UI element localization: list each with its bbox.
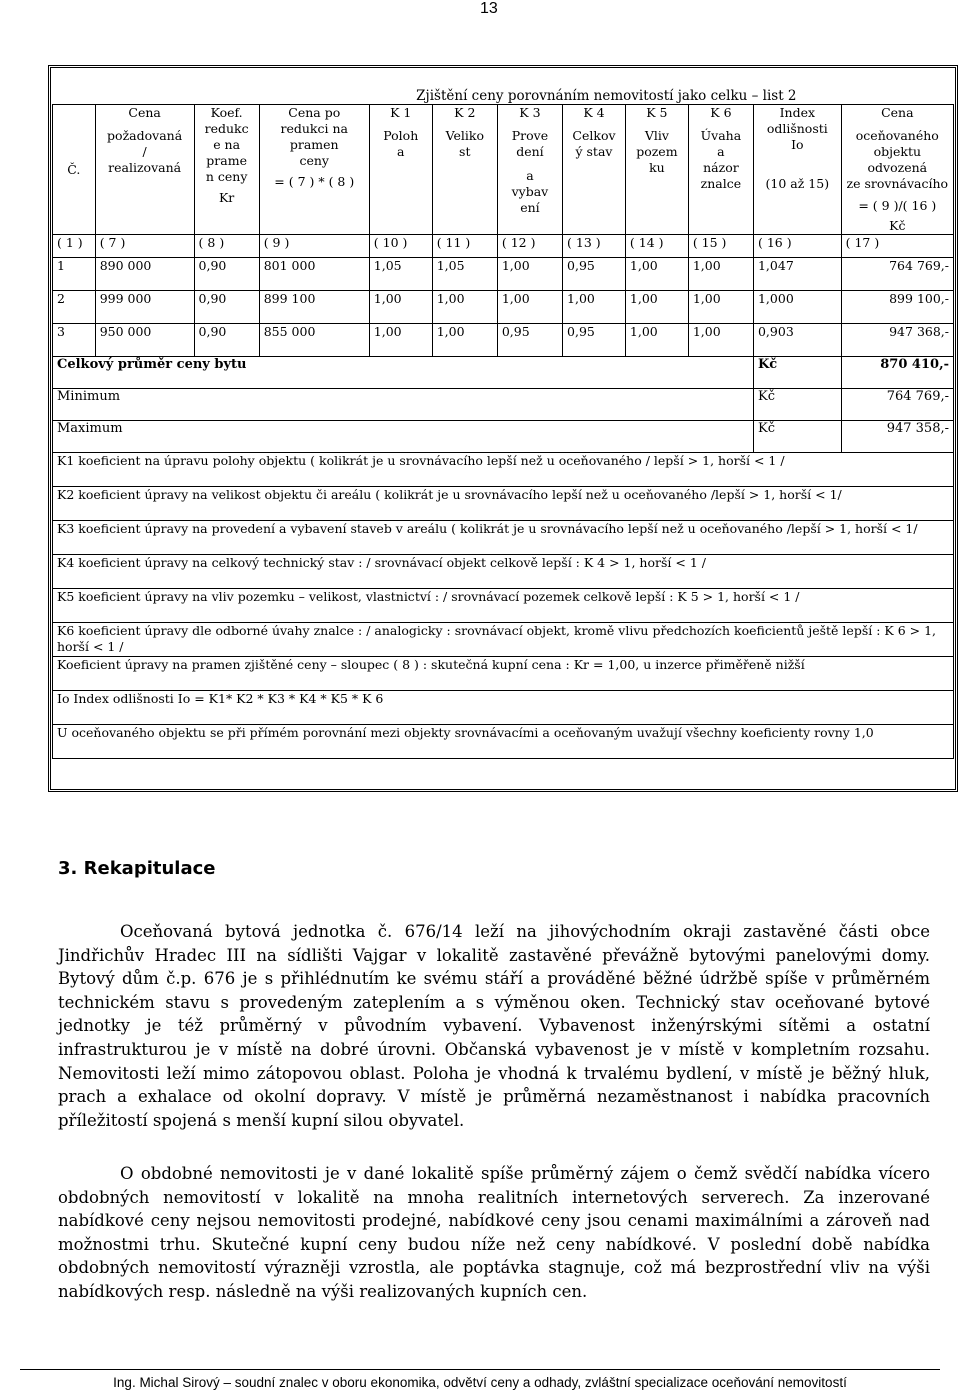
page-number: 13 [480, 0, 498, 17]
note-equal-coefficients: U oceňovaného objektu se při přímém porovnání mezi objekty srovnávacími a oceňovaným uvažují všechny koeficienty rovny 1,0 [53, 725, 954, 759]
column-number-row: ( 1 ) ( 7 ) ( 8 ) ( 9 ) ( 10 ) ( 11 ) ( 12 ) ( 13 ) ( 14 ) ( 15 ) ( 16 ) ( 17 ) [53, 235, 954, 258]
col-header-number: Č. [53, 105, 96, 235]
valuation-table [52, 88, 954, 759]
section-title: 3. Rekapitulace [58, 858, 216, 879]
col-header-k1: K 1 Poloh a [369, 105, 432, 235]
col-header-derived-price: Cena oceňovaného objektu odvozená ze srovnávacího = ( 9 )/( 16 ) Kč [841, 105, 953, 235]
footer: Ing. Michal Sirový – soudní znalec v oboru ekonomika, odvětví ceny a odhady, zvláštní specializace oceňování nemovitostí [113, 1375, 847, 1390]
note-k6: K6 koeficient úpravy dle odborné úvahy znalce : / analogicky : srovnávací objekt, kromě vlivu předchozích koeficientů ještě lepší : K 6 > 1, horší < 1 / [53, 623, 954, 657]
table-row: 1 890 000 0,90 801 000 1,05 1,05 1,00 0,95 1,00 1,00 1,047 764 769,- [53, 258, 954, 291]
note-k4: K4 koeficient úpravy na celkový technický stav : / srovnávací objekt celkově lepší : K 4 > 1, horší < 1 / [53, 555, 954, 589]
summary-row-minimum: Minimum Kč 764 769,- [53, 389, 954, 421]
table-row: 3 950 000 0,90 855 000 1,00 1,00 0,95 0,95 1,00 1,00 0,903 947 368,- [53, 324, 954, 357]
col-header-k4: K 4 Celkov ý stav [563, 105, 626, 235]
summary-row-average: Celkový průměr ceny bytu Kč 870 410,- [53, 357, 954, 389]
note-index: Io Index odlišnosti Io = K1* K2 * K3 * K4 * K5 * K 6 [53, 691, 954, 725]
col-header-reduced-price: Cena po redukci na pramen ceny = ( 7 ) * ( 8 ) [259, 105, 369, 235]
note-k3: K3 koeficient úpravy na provedení a vybavení staveb v areálu ( kolikrát je u srovnávacího lepší než u oceňovaného /lepší > 1, horší < 1/ [53, 521, 954, 555]
col-header-k2: K 2 Veliko st [432, 105, 497, 235]
col-header-k3: K 3 Prove dení a vybav ení [497, 105, 562, 235]
note-k5: K5 koeficient úpravy na vliv pozemku – velikost, vlastnictví : / srovnávací pozemek celkově lepší : K 5 > 1, horší < 1 / [53, 589, 954, 623]
paragraph-location: Oceňovaná bytová jednotka č. 676/14 leží na jihovýchodním okraji zastavěné části obce Jindřichův Hradec III na sídlišti Vajgar v lokalitě zastavěné převážně bytovými panelovými domy. Bytový dům č.p. 676 je s přihlédnutím ke svému stáří a prováděné běžné údržbě spíše v průměrném technickém stavu s provedeným zateplením a s výměnou oken. Technický stav oceňované bytové jednotky je též průměrný v původním vybavení. Vybavenost inženýrskými sítěmi a ostatní infrastrukturou je v místě na dobré úrovni. Občanská vybavenost je v místě v kompletním rozsahu. Nemovitosti leží mimo zátopovou oblast. Poloha je vhodná k trvalému bydlení, v místě je běžný hluk, prach a exhalace od okolní dopravy. V místě je průměrná nezaměstnanost i nabídka pracovních příležitostí spojená s menší kupní silou obyvatel. [58, 922, 930, 1130]
footer-divider [20, 1369, 940, 1370]
note-k1: K1 koeficient na úpravu polohy objektu ( kolikrát je u srovnávacího lepší než u oceňovaného / lepší > 1, horší < 1 / [53, 453, 954, 487]
col-header-price: Cena požadovaná / realizovaná [95, 105, 194, 235]
table-header-row [53, 105, 954, 235]
table-caption: Zjištění ceny porovnáním nemovitostí jako celku – list 2 [259, 88, 953, 105]
paragraph-market: O obdobné nemovitosti je v dané lokalitě spíše průměrný zájem o čemž svědčí nabídka vícero obdobných nemovitostí v lokalitě na mnoha realitních internetových serverech. Za inzerované nabídkové ceny nejsou nemovitosti prodejné, nabídkové ceny jsou cenami maximálními a zároveň nad možnostmi trhu. Skutečné kupní ceny budou níže než ceny nabídkové. V poslední době nabídka obdobných nemovitostí výrazněji vzrostla, ale poptávka stagnuje, což má bezprostřední vliv na výši nabídkových resp. následně na výši realizovaných kupních cen. [58, 1164, 930, 1301]
col-header-k5: K 5 Vliv pozem ku [625, 105, 688, 235]
col-header-k6: K 6 Úvaha a názor znalce [688, 105, 753, 235]
table-row: 2 999 000 0,90 899 100 1,00 1,00 1,00 1,00 1,00 1,00 1,000 899 100,- [53, 291, 954, 324]
note-k2: K2 koeficient úpravy na velikost objektu či areálu ( kolikrát je u srovnávacího lepší než u oceňovaného /lepší > 1, horší < 1/ [53, 487, 954, 521]
summary-row-maximum: Maximum Kč 947 358,- [53, 421, 954, 453]
note-kr: Koeficient úpravy na pramen zjištěné ceny – sloupec ( 8 ) : skutečná kupní cena : Kr = 1,00, u inzerce přiměřeně nižší [53, 657, 954, 691]
col-header-index: Index odlišnosti Io (10 až 15) [753, 105, 841, 235]
col-header-coef: Koef. redukc e na prame n ceny Kr [194, 105, 259, 235]
